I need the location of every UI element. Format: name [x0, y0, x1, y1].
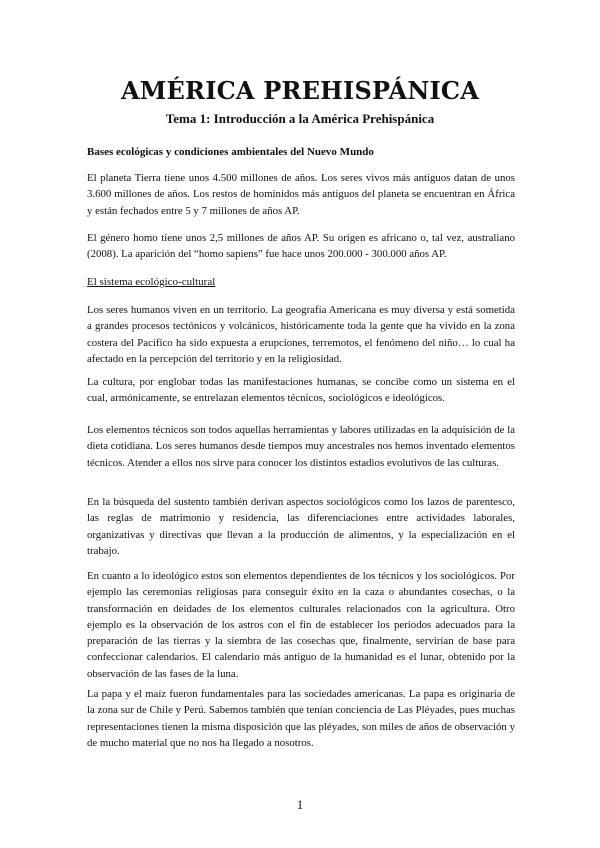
paragraph-6: En la búsqueda del sustento también derivan aspectos sociológicos como los lazos de parentesco, las reglas de matrimonio y residencia, las diferenciaciones entre actividades laborales, organizativas y directivas que llevan a la producción de alimentos, y la especialización en el trabajo.: [87, 496, 515, 557]
paragraph-1: El planeta Tierra tiene unos 4.500 millones de años. Los seres vivos más antiguos datan de unos 3.600 millones de años. Los restos de homínidos más antiguos del planeta se encuentran en África y están fechados entre 5 y 7 millones de años AP.: [87, 172, 515, 217]
document-subtitle: Tema 1: Introducción a la América Prehispánica: [165, 111, 435, 126]
paragraph-8: La papa y el maíz fueron fundamentales para las sociedades americanas. La papa es originaria de la zona sur de Chile y Perú. Sabemos también que tenían conciencia de Las Pléyades, pues muchas representaciones tienen la misma disposición que las pléyades, son miles de años de observación y de mucho material que no nos ha llegado a nosotros.: [87, 688, 515, 749]
section-heading-bases: Bases ecológicas y condiciones ambientales del Nuevo Mundo: [87, 146, 374, 158]
paragraph-2: El género homo tiene unos 2,5 millones de años AP. Su origen es africano o, tal vez, australiano (2008). La aparición del “homo sapiens” fue hace unos 200.000 - 300.000 años AP.: [87, 232, 515, 261]
paragraph-7: En cuanto a lo ideológico estos son elementos dependientes de los técnicos y los sociológicos. Por ejemplo las ceremonias religiosas para conseguir éxito en la caza o abundantes cosechas, o la transformación en deidades de los elementos culturales relacionados con la agricultura. Otro ejemplo es la observación de los astros con el fin de establecer los periodos adecuados para la preparación de las tierras y la siembra de las cosechas que, finalmente, servirían de base para confeccionar calendarios. El calendario más antiguo de la humanidad es el lunar, obtenido por la observación de las fases de la luna.: [87, 570, 515, 680]
section-heading-sistema: El sistema ecológico-cultural: [87, 276, 216, 288]
paragraph-3: Los seres humanos viven en un territorio. La geografía Americana es muy diversa y está sometida a grandes procesos tectónicos y volcánicos, históricamente toda la gente que ha vivido en la zona costera del Pacífico ha sido expuesta a erupciones, terremotos, el fenómeno del niño… lo cual ha afectado en la percepción del territorio y en la religiosidad.: [87, 304, 515, 365]
paragraph-5: Los elementos técnicos son todos aquellas herramientas y labores utilizadas en la adquisición de la dieta cotidiana. Los seres humanos desde tiempos muy ancestrales nos hemos inventado elementos técnicos. Atender a ellos nos sirve para conocer los distintos estadios evolutivos de las culturas.: [87, 424, 515, 469]
document-title: AMÉRICA PREHISPÁNICA: [120, 76, 480, 105]
paragraph-4: La cultura, por englobar todas las manifestaciones humanas, se concibe como un sistema en el cual, armónicamente, se entrelazan elementos técnicos, sociológicos e ideológicos.: [87, 376, 515, 405]
page-number: 1: [296, 797, 304, 812]
